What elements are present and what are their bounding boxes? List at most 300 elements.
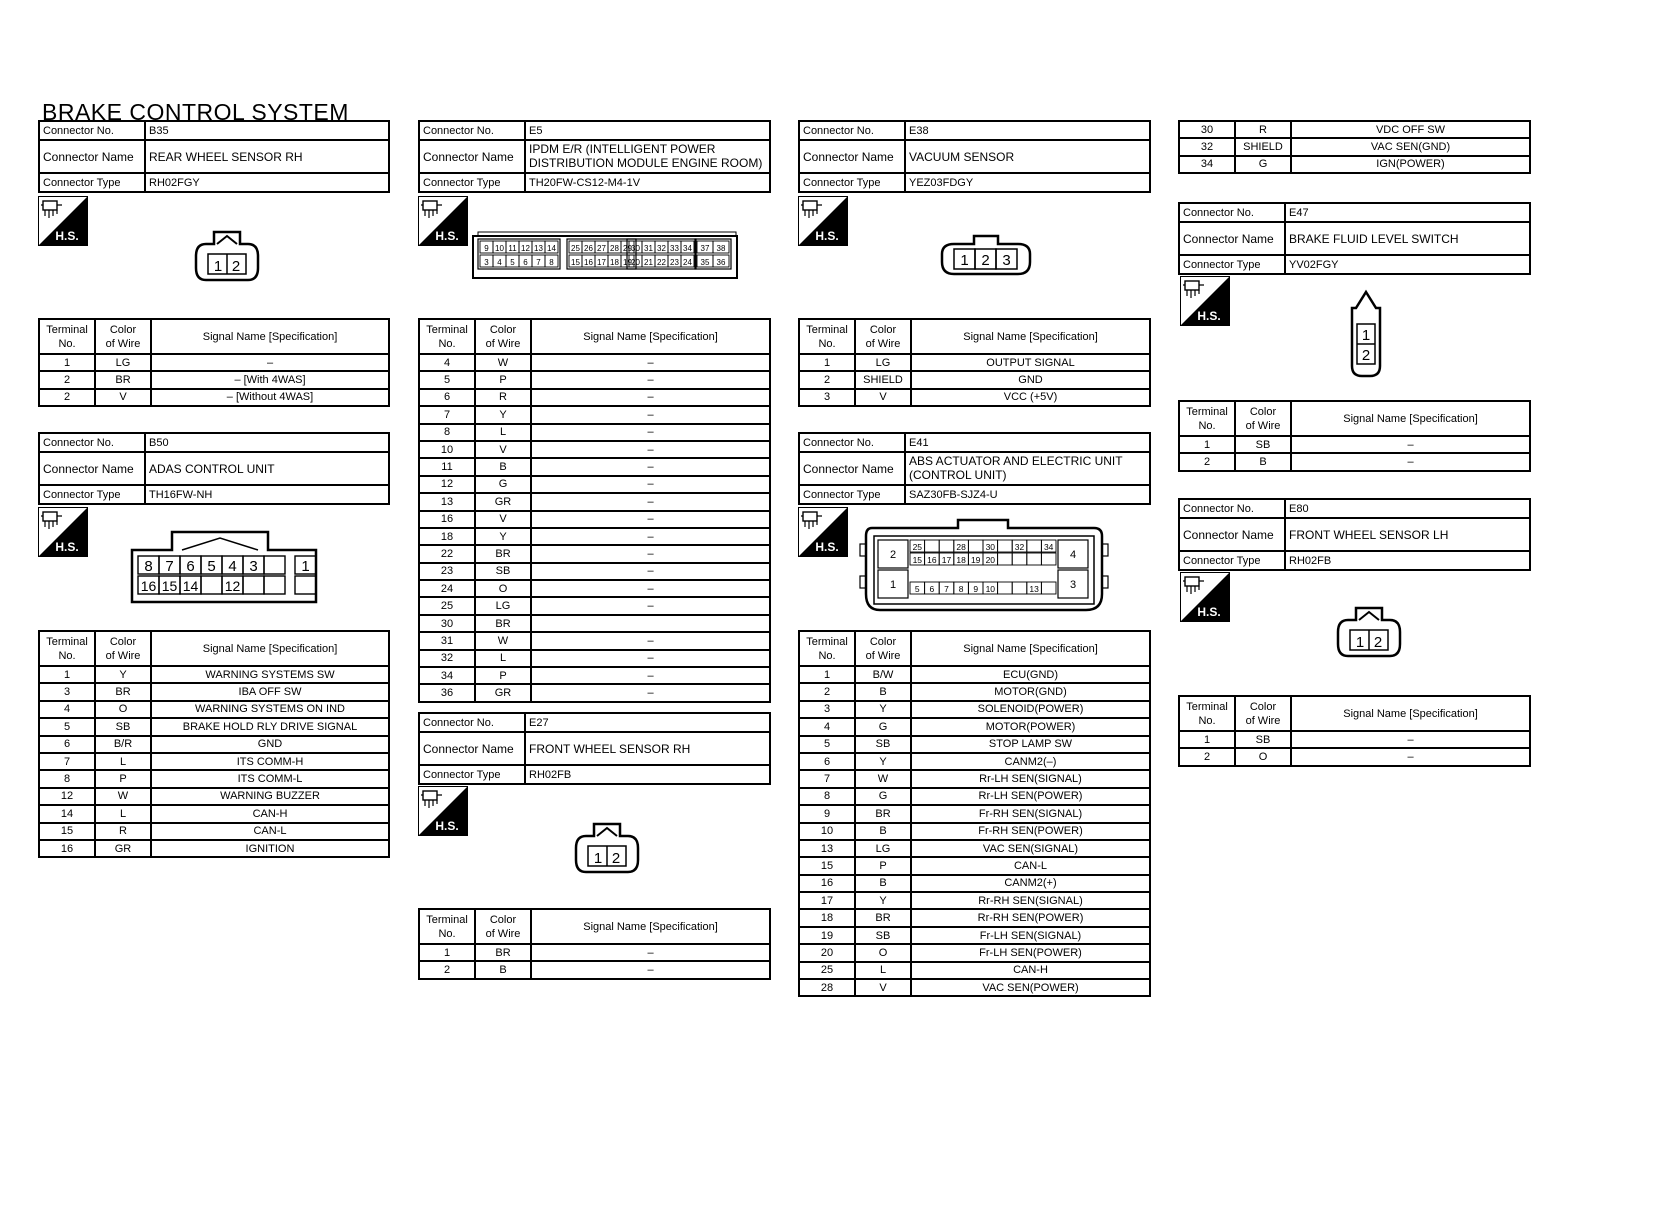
connector-e5-diagram xyxy=(472,230,740,282)
connector-name-value: ADAS CONTROL UNIT xyxy=(145,452,389,485)
signal-name-cell: VDC OFF SW xyxy=(1291,121,1530,138)
signal-name-cell: – xyxy=(531,563,770,580)
pin-label: 17 xyxy=(597,258,606,267)
terminal-no-cell: 10 xyxy=(799,823,855,840)
connector-name-value: FRONT WHEEL SENSOR RH xyxy=(525,732,770,765)
terminal-no-cell: 7 xyxy=(799,770,855,787)
hs-label: H.S. xyxy=(815,540,839,554)
pin-cell xyxy=(998,582,1013,594)
wire-color-cell: L xyxy=(95,753,151,770)
terminal-no-cell: 7 xyxy=(39,753,95,770)
terminal-no-cell: 16 xyxy=(799,875,855,892)
pin-label: 5 xyxy=(914,584,920,594)
pin-label: 31 xyxy=(644,244,653,253)
pin-label: 22 xyxy=(657,258,666,267)
pin-label: 36 xyxy=(716,258,726,267)
signal-name-cell: – xyxy=(531,597,770,614)
pin-label: 32 xyxy=(1014,542,1025,552)
terminal-no-cell: 2 xyxy=(799,371,855,388)
table-row xyxy=(1179,436,1530,453)
table-row xyxy=(799,979,1150,996)
color-of-wire-header: Color of Wire xyxy=(95,319,151,354)
pin-cell xyxy=(998,553,1013,565)
table-row xyxy=(1179,453,1530,470)
pin-label: 20 xyxy=(985,555,996,565)
wire-color-cell: L xyxy=(855,962,911,979)
pin-label: 2 xyxy=(1361,347,1371,364)
table-row xyxy=(39,354,389,371)
pin-label: 28 xyxy=(956,542,966,552)
connector-2pin-diagram xyxy=(192,228,262,284)
wire-color-cell: LG xyxy=(855,354,911,371)
pin-label: 15 xyxy=(161,578,178,594)
hs-icon xyxy=(798,507,848,557)
pin-label: 18 xyxy=(610,258,619,267)
pin-cell xyxy=(243,576,264,594)
terminal-no-header: Terminal No. xyxy=(799,631,855,666)
connector-type-label: Connector Type xyxy=(1179,255,1285,274)
wire-color-cell: G xyxy=(1235,156,1291,173)
signal-name-cell: OUTPUT SIGNAL xyxy=(911,354,1150,371)
wire-color-cell: GR xyxy=(475,493,531,510)
terminal-no-cell: 25 xyxy=(419,597,475,614)
connector-no-label: Connector No. xyxy=(39,433,145,452)
connector-name-value: FRONT WHEEL SENSOR LH xyxy=(1285,518,1530,551)
color-of-wire-header: Color of Wire xyxy=(475,909,531,944)
terminal-no-cell: 24 xyxy=(419,580,475,597)
hs-label: H.S. xyxy=(435,229,459,243)
signal-name-cell: WARNING SYSTEMS SW xyxy=(151,666,389,683)
connector-e38-face xyxy=(940,234,1032,283)
signal-name-cell: – xyxy=(1291,436,1530,453)
wire-color-cell: GR xyxy=(95,840,151,857)
connector-type-label: Connector Type xyxy=(799,485,905,504)
signal-name-cell: VAC SEN(SIGNAL) xyxy=(911,840,1150,857)
pin-label: 2 xyxy=(1373,634,1383,651)
table-row xyxy=(1179,121,1530,138)
signal-name-cell: CANM2(+) xyxy=(911,875,1150,892)
pin-label: 24 xyxy=(683,258,692,267)
table-row xyxy=(799,840,1150,857)
terminal-no-cell: 34 xyxy=(1179,156,1235,173)
signal-name-cell: – xyxy=(531,580,770,597)
signal-name-cell: WARNING SYSTEMS ON IND xyxy=(151,701,389,718)
signal-name-cell: – xyxy=(531,684,770,701)
signal-name-cell: – xyxy=(531,667,770,684)
table-row xyxy=(39,683,389,700)
pin-cell xyxy=(939,540,954,552)
pin-label: 29 xyxy=(623,244,632,253)
table-row xyxy=(799,736,1150,753)
table-row xyxy=(419,389,770,406)
connector-b35-info xyxy=(38,120,390,193)
signal-name-header: Signal Name [Specification] xyxy=(911,631,1150,666)
table-row xyxy=(39,753,389,770)
pin-cell xyxy=(1012,553,1027,565)
wire-color-cell: R xyxy=(1235,121,1291,138)
hs-icon xyxy=(798,196,848,246)
connector-e27-terminal-table xyxy=(418,908,771,980)
terminal-no-cell: 15 xyxy=(799,857,855,874)
connector-type-label: Connector Type xyxy=(419,173,525,192)
wire-color-cell: LG xyxy=(95,354,151,371)
hs-label: H.S. xyxy=(55,540,79,554)
terminal-no-cell: 17 xyxy=(799,892,855,909)
connector-type-label: Connector Type xyxy=(1179,551,1285,570)
pin-cell xyxy=(925,540,940,552)
connector-type-value: RH02FB xyxy=(1285,551,1530,570)
hs-label: H.S. xyxy=(1197,309,1221,323)
terminal-no-cell: 5 xyxy=(419,371,475,388)
table-row xyxy=(799,805,1150,822)
connector-e38-info xyxy=(798,120,1151,193)
terminal-no-cell: 13 xyxy=(419,493,475,510)
color-of-wire-header: Color of Wire xyxy=(1235,401,1291,436)
pin-label: 27 xyxy=(597,244,606,253)
table-row xyxy=(1179,748,1530,765)
signal-name-cell: – xyxy=(531,458,770,475)
table-row xyxy=(419,511,770,528)
pin-label: 10 xyxy=(985,584,996,594)
table-row xyxy=(799,718,1150,735)
connector-no-label: Connector No. xyxy=(419,121,525,140)
terminal-no-cell: 31 xyxy=(419,632,475,649)
terminal-no-cell: 5 xyxy=(39,718,95,735)
connector-b50-terminal-table xyxy=(38,630,390,858)
table-row xyxy=(419,961,770,978)
pin-label: 8 xyxy=(144,558,153,575)
pin-label: 15 xyxy=(912,555,923,565)
signal-name-cell: ECU(GND) xyxy=(911,666,1150,683)
terminal-no-header: Terminal No. xyxy=(419,319,475,354)
terminal-no-cell: 6 xyxy=(39,736,95,753)
connector-e27-info xyxy=(418,712,771,785)
connector-type-value: TH16FW-NH xyxy=(145,485,389,504)
table-row xyxy=(419,667,770,684)
table-row xyxy=(419,406,770,423)
table-row xyxy=(799,857,1150,874)
connector-type-value: YEZ03FDGY xyxy=(905,173,1150,192)
pin-label: 16 xyxy=(140,578,157,594)
wire-color-cell: V xyxy=(855,979,911,996)
connector-e41-info xyxy=(798,432,1151,505)
terminal-no-cell: 23 xyxy=(419,563,475,580)
signal-name-cell: VAC SEN(POWER) xyxy=(911,979,1150,996)
pin-label: 30 xyxy=(985,542,996,552)
signal-name-cell: MOTOR(GND) xyxy=(911,683,1150,700)
connector-e41-face xyxy=(858,518,1110,619)
pin-label: 21 xyxy=(644,258,653,267)
terminal-no-cell: 25 xyxy=(799,962,855,979)
pin-label: 30 xyxy=(631,244,640,253)
connector-latch xyxy=(1359,612,1379,620)
wire-color-cell: B/W xyxy=(855,666,911,683)
terminal-no-cell: 15 xyxy=(39,823,95,840)
pin-label: 4 xyxy=(497,258,502,267)
pin-cell xyxy=(1041,582,1056,594)
signal-name-cell: – xyxy=(531,961,770,978)
signal-name-cell: GND xyxy=(151,736,389,753)
table-row xyxy=(39,666,389,683)
signal-name-header: Signal Name [Specification] xyxy=(531,909,770,944)
table-row xyxy=(419,563,770,580)
pin-label: 5 xyxy=(207,558,216,575)
terminal-no-cell: 12 xyxy=(39,788,95,805)
signal-name-cell: – xyxy=(531,511,770,528)
pin-label: 1 xyxy=(301,558,310,575)
terminal-no-cell: 30 xyxy=(1179,121,1235,138)
table-row xyxy=(799,962,1150,979)
wire-color-cell: O xyxy=(855,944,911,961)
terminal-no-header: Terminal No. xyxy=(1179,696,1235,731)
connector-e5-terminal-table xyxy=(418,318,771,703)
wire-color-cell: P xyxy=(855,857,911,874)
signal-name-cell: – xyxy=(1291,748,1530,765)
signal-name-cell: IGN(POWER) xyxy=(1291,156,1530,173)
connector-name-label: Connector Name xyxy=(419,732,525,765)
table-row xyxy=(39,840,389,857)
connector-type-label: Connector Type xyxy=(419,765,525,784)
wire-color-cell: O xyxy=(95,701,151,718)
pin-label: 7 xyxy=(944,584,949,594)
pin-label: 2 xyxy=(981,252,990,269)
pin-cell xyxy=(264,556,285,574)
table-row xyxy=(419,580,770,597)
terminal-no-cell: 12 xyxy=(419,476,475,493)
wire-color-cell: SB xyxy=(95,718,151,735)
terminal-no-cell: 18 xyxy=(419,528,475,545)
wire-color-cell: B xyxy=(475,458,531,475)
connector-no-value: E47 xyxy=(1285,203,1530,222)
signal-name-cell: – xyxy=(531,406,770,423)
table-row xyxy=(419,458,770,475)
table-row xyxy=(799,944,1150,961)
terminal-no-cell: 4 xyxy=(799,718,855,735)
pin-cell xyxy=(1027,540,1042,552)
terminal-no-header: Terminal No. xyxy=(39,631,95,666)
signal-name-header: Signal Name [Specification] xyxy=(151,631,389,666)
wire-color-cell: B xyxy=(855,683,911,700)
connector-type-label: Connector Type xyxy=(799,173,905,192)
pin-label: 3 xyxy=(1002,252,1011,269)
signal-name-header: Signal Name [Specification] xyxy=(1291,401,1530,436)
table-row xyxy=(39,371,389,388)
table-row xyxy=(419,354,770,371)
hs-label: H.S. xyxy=(815,229,839,243)
terminal-no-cell: 4 xyxy=(419,354,475,371)
terminal-no-cell: 8 xyxy=(419,424,475,441)
signal-name-cell: – xyxy=(531,424,770,441)
signal-name-cell: GND xyxy=(911,371,1150,388)
wire-color-cell: W xyxy=(475,354,531,371)
terminal-no-cell: 2 xyxy=(799,683,855,700)
connector-name-value: VACUUM SENSOR xyxy=(905,140,1150,173)
signal-name-cell: – xyxy=(531,493,770,510)
connector-type-value: RH02FGY xyxy=(145,173,389,192)
signal-name-cell: CAN-H xyxy=(151,805,389,822)
wire-color-cell: LG xyxy=(855,840,911,857)
pin-label: 1 xyxy=(1361,327,1371,344)
hs-icon xyxy=(1180,572,1230,622)
table-row xyxy=(419,615,770,632)
pin-cell xyxy=(264,576,285,594)
table-row xyxy=(39,805,389,822)
table-row xyxy=(419,632,770,649)
connector-latch xyxy=(217,236,237,244)
pin-label: 3 xyxy=(249,558,258,575)
pin-label: 2 xyxy=(231,258,241,275)
wire-color-cell: Y xyxy=(855,753,911,770)
connector-b35-terminal-table xyxy=(38,318,390,407)
pin-label: 37 xyxy=(700,244,710,253)
connector-name-label: Connector Name xyxy=(799,452,905,485)
connector-name-value: REAR WHEEL SENSOR RH xyxy=(145,140,389,173)
pin-label: 1 xyxy=(960,252,969,269)
signal-name-cell: WARNING BUZZER xyxy=(151,788,389,805)
connector-name-value: ABS ACTUATOR AND ELECTRIC UNIT (CONTROL UNIT) xyxy=(905,452,1150,485)
table-row xyxy=(799,875,1150,892)
signal-name-header: Signal Name [Specification] xyxy=(151,319,389,354)
pin-label: 3 xyxy=(484,258,489,267)
terminal-no-header: Terminal No. xyxy=(39,319,95,354)
terminal-no-cell: 8 xyxy=(39,770,95,787)
pin-label: 4 xyxy=(1069,549,1077,561)
wire-color-cell: P xyxy=(475,667,531,684)
wire-color-cell: BR xyxy=(855,909,911,926)
table-row xyxy=(419,476,770,493)
wire-color-cell: L xyxy=(95,805,151,822)
wire-color-cell: O xyxy=(475,580,531,597)
connector-e80-terminal-table xyxy=(1178,695,1531,767)
hs-label: H.S. xyxy=(435,819,459,833)
pin-label: 1 xyxy=(213,258,223,275)
pin-label: 23 xyxy=(670,258,679,267)
terminal-no-header: Terminal No. xyxy=(799,319,855,354)
table-row xyxy=(1179,138,1530,155)
hs-icon xyxy=(1180,276,1230,326)
wire-color-cell: BR xyxy=(95,371,151,388)
wire-color-cell: P xyxy=(475,371,531,388)
signal-name-cell: – xyxy=(531,632,770,649)
connector-b35-face xyxy=(192,228,262,289)
signal-name-cell: – xyxy=(531,528,770,545)
table-row xyxy=(39,701,389,718)
pin-label: 13 xyxy=(534,244,543,253)
connector-e47-info xyxy=(1178,202,1531,275)
wire-color-cell: Y xyxy=(475,406,531,423)
signal-name-cell: – xyxy=(531,545,770,562)
pin-label: 17 xyxy=(941,555,952,565)
connector-e38-terminal-table xyxy=(798,318,1151,407)
wire-color-cell: B xyxy=(855,823,911,840)
wire-color-cell: Y xyxy=(855,892,911,909)
table-row xyxy=(799,701,1150,718)
table-row xyxy=(419,545,770,562)
terminal-no-cell: 8 xyxy=(799,788,855,805)
hs-icon xyxy=(418,786,468,836)
pin-label: 34 xyxy=(1043,542,1054,552)
connector-2pin-vertical-diagram xyxy=(1346,290,1386,380)
connector-3pin-diagram xyxy=(940,234,1032,278)
connector-no-value: E41 xyxy=(905,433,1150,452)
pin-cell xyxy=(998,540,1013,552)
pin-label: 2 xyxy=(611,850,621,867)
terminal-no-cell: 6 xyxy=(419,389,475,406)
pin-label: 1 xyxy=(1355,634,1365,651)
terminal-no-cell: 16 xyxy=(39,840,95,857)
wire-color-cell: G xyxy=(475,476,531,493)
terminal-no-cell: 22 xyxy=(419,545,475,562)
connector-no-label: Connector No. xyxy=(1179,203,1285,222)
signal-name-cell: MOTOR(POWER) xyxy=(911,718,1150,735)
connector-no-value: B50 xyxy=(145,433,389,452)
pin-cell xyxy=(1012,582,1027,594)
wire-color-cell: V xyxy=(95,389,151,406)
table-row xyxy=(39,736,389,753)
signal-name-cell: – xyxy=(531,389,770,406)
signal-name-header: Signal Name [Specification] xyxy=(911,319,1150,354)
hs-icon xyxy=(38,196,88,246)
table-row xyxy=(1179,731,1530,748)
signal-name-cell: – xyxy=(1291,453,1530,470)
terminal-no-cell: 3 xyxy=(39,683,95,700)
pin-label: 8 xyxy=(549,258,554,267)
connector-e47-terminal-table xyxy=(1178,400,1531,472)
terminal-no-cell: 32 xyxy=(1179,138,1235,155)
pin-cell xyxy=(1027,553,1042,565)
pin-label: 19 xyxy=(623,258,632,267)
pin-label: 25 xyxy=(912,542,923,552)
connector-latch xyxy=(182,538,258,550)
wire-color-cell: L xyxy=(475,650,531,667)
color-of-wire-header: Color of Wire xyxy=(475,319,531,354)
terminal-no-cell: 2 xyxy=(419,961,475,978)
terminal-no-cell: 20 xyxy=(799,944,855,961)
wire-color-cell: R xyxy=(95,823,151,840)
table-row xyxy=(799,892,1150,909)
signal-name-cell: ITS COMM-L xyxy=(151,770,389,787)
pin-label: 15 xyxy=(571,258,580,267)
signal-name-cell: Fr-LH SEN(SIGNAL) xyxy=(911,927,1150,944)
pin-label: 26 xyxy=(584,244,593,253)
color-of-wire-header: Color of Wire xyxy=(95,631,151,666)
wire-color-cell: SB xyxy=(1235,436,1291,453)
connector-e80-face xyxy=(1334,604,1404,665)
table-row xyxy=(799,354,1150,371)
connector-2pin-diagram xyxy=(572,820,642,876)
terminal-no-header: Terminal No. xyxy=(419,909,475,944)
terminal-no-cell: 32 xyxy=(419,650,475,667)
table-row xyxy=(39,823,389,840)
connector-no-value: E5 xyxy=(525,121,770,140)
color-of-wire-header: Color of Wire xyxy=(855,319,911,354)
connector-b50-info xyxy=(38,432,390,505)
terminal-no-cell: 3 xyxy=(799,389,855,406)
wire-color-cell: LG xyxy=(475,597,531,614)
signal-name-cell: CANM2(–) xyxy=(911,753,1150,770)
connector-type-value: RH02FB xyxy=(525,765,770,784)
pin-label: 16 xyxy=(927,555,937,565)
pin-label: 4 xyxy=(228,558,237,575)
table-row xyxy=(419,493,770,510)
pin-cell xyxy=(295,576,316,594)
wire-color-cell: B xyxy=(855,875,911,892)
connector-no-value: E38 xyxy=(905,121,1150,140)
wire-color-cell: BR xyxy=(95,683,151,700)
terminal-no-cell: 34 xyxy=(419,667,475,684)
signal-name-cell: Rr-RH SEN(SIGNAL) xyxy=(911,892,1150,909)
terminal-no-cell: 2 xyxy=(1179,453,1235,470)
